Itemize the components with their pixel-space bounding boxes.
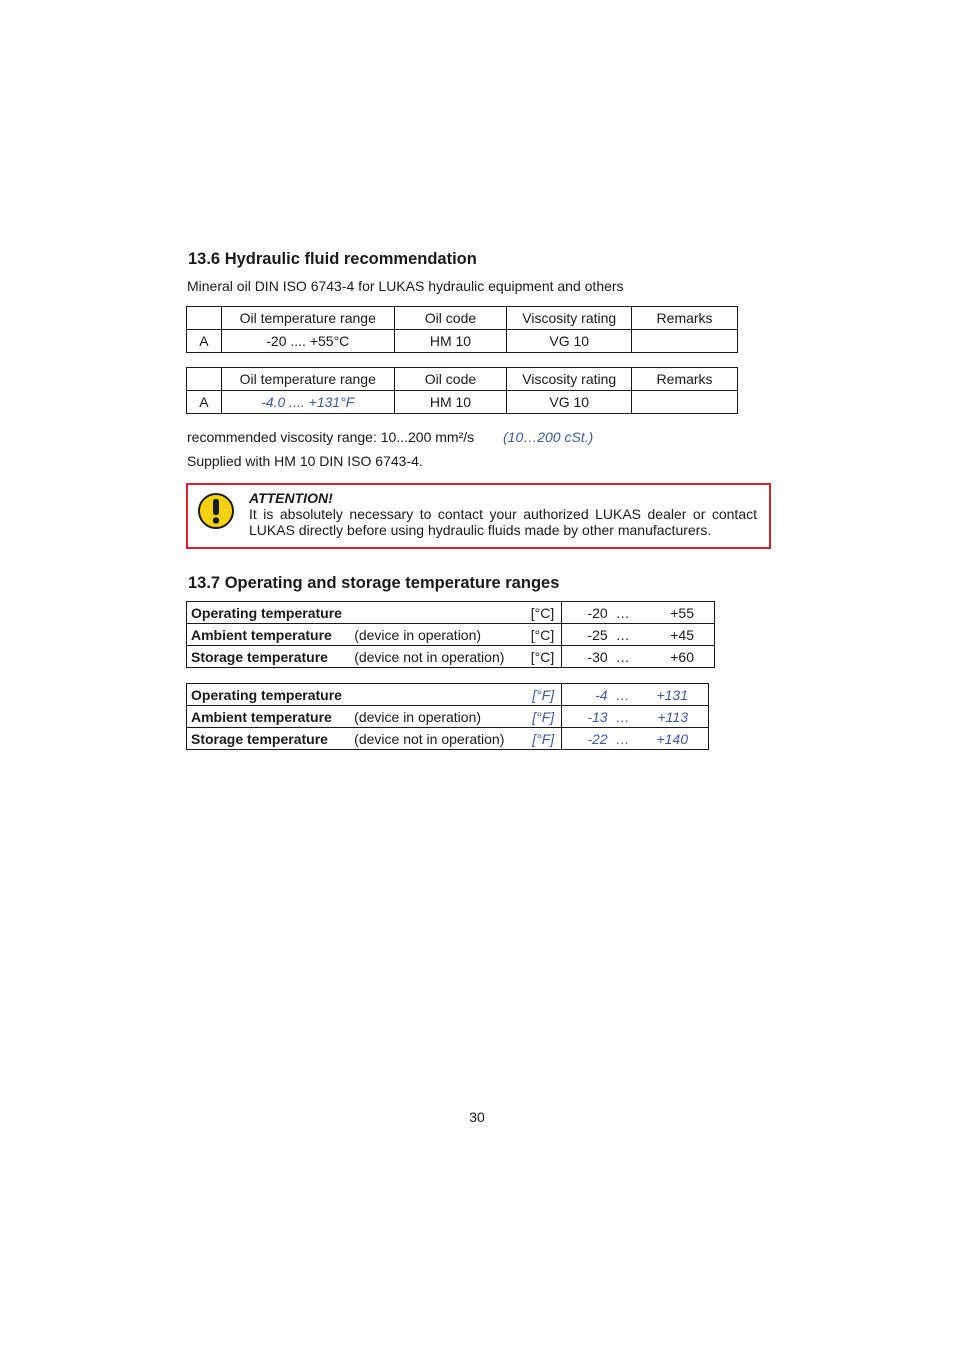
header-cell: Oil temperature range (221, 307, 394, 330)
table-row (187, 646, 715, 668)
page-number: 30 (469, 1109, 485, 1125)
temp-unit: [°F] (524, 684, 562, 706)
table-cell: HM 10 (394, 330, 507, 353)
header-cell: Oil code (394, 368, 507, 391)
table-row (187, 728, 709, 750)
temp-min: -30 (562, 646, 608, 668)
temp-unit: [°F] (524, 706, 562, 728)
temp-max: +60 (638, 646, 715, 668)
temp-label: Operating temperature (187, 684, 355, 706)
temp-label: Ambient temperature (187, 624, 355, 646)
temp-sep: … (608, 646, 638, 668)
temp-sep: … (608, 728, 638, 750)
temp-label: Operating temperature (187, 602, 355, 624)
table-cell: A (187, 330, 222, 353)
viscosity-text: recommended viscosity range: 10...200 mm²/s (187, 429, 475, 445)
table-header-row (187, 307, 738, 330)
header-cell: Oil code (394, 307, 507, 330)
temp-max: +55 (638, 602, 715, 624)
temp-unit: [°C] (524, 624, 562, 646)
header-cell (187, 307, 222, 330)
temp-unit: [°C] (524, 602, 562, 624)
temp-label: Storage temperature (187, 728, 355, 750)
table-cell: VG 10 (507, 330, 632, 353)
temp-max: +45 (638, 624, 715, 646)
temp-min: -25 (562, 624, 608, 646)
table-row (187, 706, 709, 728)
table-row (187, 624, 715, 646)
temp-note (354, 684, 524, 706)
temp-label: Ambient temperature (187, 706, 355, 728)
intro-text: Mineral oil DIN ISO 6743-4 for LUKAS hydraulic equipment and others (187, 278, 624, 294)
exclamation-warning-icon (197, 492, 235, 535)
header-cell: Remarks (632, 368, 738, 391)
supplied-text: Supplied with HM 10 DIN ISO 6743-4. (187, 453, 423, 469)
oil-table-fahrenheit (186, 367, 738, 414)
temp-label: Storage temperature (187, 646, 355, 668)
header-cell: Viscosity rating (507, 368, 632, 391)
temperature-table-fahrenheit (186, 683, 709, 750)
temp-note: (device not in operation) (354, 646, 524, 668)
table-cell (632, 330, 738, 353)
temp-note: (device in operation) (354, 706, 524, 728)
header-cell: Oil temperature range (221, 368, 394, 391)
oil-table-celsius (186, 306, 738, 353)
table-row (187, 391, 738, 414)
temp-max: +113 (638, 706, 709, 728)
table-cell (632, 391, 738, 414)
table-cell: HM 10 (394, 391, 507, 414)
table-row (187, 602, 715, 624)
header-cell (187, 368, 222, 391)
table-row (187, 330, 738, 353)
temp-max: +131 (638, 684, 709, 706)
temp-min: -22 (562, 728, 608, 750)
attention-box (186, 483, 771, 549)
temp-note: (device in operation) (354, 624, 524, 646)
header-cell: Viscosity rating (507, 307, 632, 330)
section-heading-13-7: 13.7 Operating and storage temperature ranges (188, 574, 560, 592)
temp-max: +140 (638, 728, 709, 750)
temp-sep: … (608, 684, 638, 706)
temp-min: -13 (562, 706, 608, 728)
temp-sep: … (608, 706, 638, 728)
temperature-table-celsius (186, 601, 715, 668)
temp-min: -4 (562, 684, 608, 706)
temp-unit: [°C] (524, 646, 562, 668)
temp-min: -20 (562, 602, 608, 624)
attention-body: It is absolutely necessary to contact your authorized LUKAS dealer or contact LUKAS directly before using hydraulic fluids made by other manufacturers. (249, 506, 757, 538)
temp-note: (device not in operation) (354, 728, 524, 750)
table-cell: VG 10 (507, 391, 632, 414)
table-cell: -20 .... +55°C (221, 330, 394, 353)
table-cell: -4.0 .... +131°F (221, 391, 394, 414)
table-row (187, 684, 709, 706)
table-cell: A (187, 391, 222, 414)
temp-sep: … (608, 602, 638, 624)
table-header-row (187, 368, 738, 391)
attention-title: ATTENTION! (249, 490, 333, 506)
header-cell: Remarks (632, 307, 738, 330)
section-heading-13-6: 13.6 Hydraulic fluid recommendation (188, 250, 477, 268)
viscosity-alt-text: (10…200 cSt.) (503, 429, 594, 445)
temp-unit: [°F] (524, 728, 562, 750)
temp-note (354, 602, 524, 624)
temp-sep: … (608, 624, 638, 646)
